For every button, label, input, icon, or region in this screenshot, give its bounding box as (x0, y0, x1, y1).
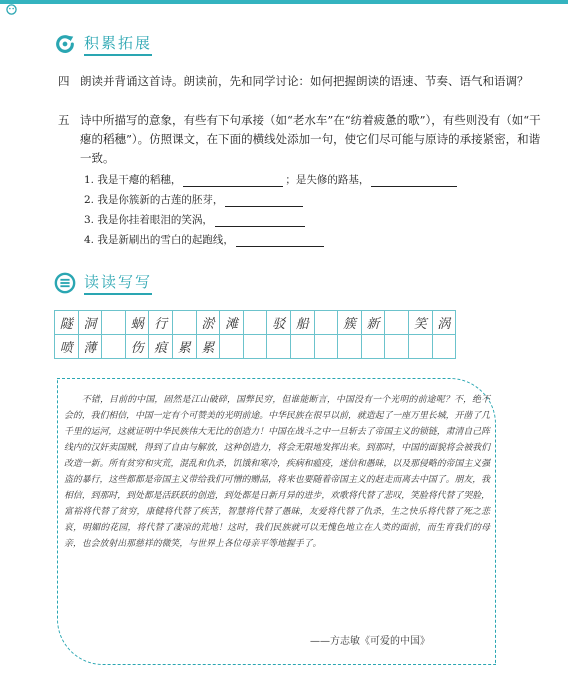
grid-cell (102, 335, 126, 359)
answer-blank[interactable] (225, 194, 303, 207)
grid-cell: 累 (172, 335, 196, 359)
top-rule (0, 0, 568, 4)
grid-cell (243, 311, 267, 335)
answer-blank[interactable] (371, 174, 457, 187)
smiley-icon (6, 4, 17, 15)
grid-cell: 行 (149, 311, 173, 335)
grid-cell: 簇 (338, 311, 362, 335)
fill-prompt: 1. 我是干瘪的稻穗， (84, 174, 182, 186)
section-title: 读读写写 (84, 271, 152, 295)
list-lines-icon (54, 272, 76, 294)
grid-cell (314, 335, 338, 359)
grid-cell: 伤 (125, 335, 149, 359)
grid-cell (432, 335, 456, 359)
grid-cell: 薄 (78, 335, 102, 359)
grid-cell (408, 335, 432, 359)
question-text: 诗中所描写的意象，有些有下句承接（如“老水车”在“纺着疲惫的歌”），有些则没有（如“干瘪的稻穗”）。仿照课文，在下面的横线处添加一句，使它们尽可能与原诗的承接紧密，和谐一致。 (80, 113, 541, 165)
question-text: 朗读并背诵这首诗。朗读前，先和同学讨论：如何把握朗读的语速、节奏、语气和语调？ (80, 74, 529, 88)
fill-prompt: ；是失修的路基， (285, 174, 370, 186)
answer-blank[interactable] (183, 174, 283, 187)
section-header-read-write (54, 271, 152, 295)
grid-cell (267, 335, 291, 359)
grid-row (55, 311, 456, 335)
passage-text: 不错，目前的中国，固然是江山破碎，国弊民穷，但谁能断言，中国没有一个光明的前途呢？不，绝不会的，我们相信，中国一定有个可赞美的光明前途。中华民族在很早以前，就造起了一座万里长城，开凿了几千里的运河，这就证明中华民族伟大无比的创造力！中国在战斗之中一旦斩去了帝国主义的锁链，肃清自己阵线内的汉奸卖国贼，得到了自由与解放，这种创造力，将会无限地发挥出来。到那时，中国的面貌将会被我们改造一新。所有贫穷和灾荒，混乱和仇杀，饥饿和寒冷，疾病和瘟疫，迷信和愚昧，以及那侵略的帝国主义强盗的暴行，这些都都是帝国主义带给我们可憎的赠品，将来也要随着帝国主义的赶走而离去中国了。朋友，我相信，到那时，到处都是活跃跃的创造，到处都是日新月异的进步，欢歌将代替了悲叹，笑脸将代替了哭脸，富裕将代替了贫穷，康健将代替了疾苦，智慧将代替了愚昧，友爱将代替了仇杀，生之快乐将代替了死之悲哀，明媚的花园，将代替了凄凉的荒地！这时，我们民族就可以无愧色地立在人类的面前，而生育我们的母亲，也会放射出那慈祥的微笑，与世界上各位母亲平等地握手了。 (64, 395, 490, 549)
grid-cell: 累 (196, 335, 220, 359)
fill-item-3 (84, 212, 307, 227)
grid-cell (385, 311, 409, 335)
grid-cell (220, 335, 244, 359)
grid-cell (290, 335, 314, 359)
fill-item-4 (84, 232, 326, 247)
grid-cell: 淤 (196, 311, 220, 335)
section-header-accumulate (54, 32, 152, 56)
fill-item-1 (84, 172, 459, 187)
fill-prompt: 4. 我是新刷出的雪白的起跑线， (84, 234, 234, 246)
fill-prompt: 2. 我是你簇新的古莲的胚芽， (84, 194, 224, 206)
grid-cell: 船 (290, 311, 314, 335)
fill-prompt: 3. 我是你挂着眼泪的笑涡， (84, 214, 213, 226)
grid-cell: 洞 (78, 311, 102, 335)
question-number: 四 (58, 74, 70, 88)
grid-cell: 隧 (55, 311, 79, 335)
vocabulary-grid (54, 310, 456, 359)
grid-cell (314, 311, 338, 335)
grid-cell: 驳 (267, 311, 291, 335)
grid-cell: 笑 (408, 311, 432, 335)
grid-cell (172, 311, 196, 335)
grid-row (55, 335, 456, 359)
grid-cell: 痕 (149, 335, 173, 359)
grid-cell: 喷 (55, 335, 79, 359)
grid-cell (361, 335, 385, 359)
grid-cell: 蜗 (125, 311, 149, 335)
grid-cell (385, 335, 409, 359)
question-number: 五 (58, 113, 70, 127)
grid-cell (102, 311, 126, 335)
grid-cell: 新 (361, 311, 385, 335)
refresh-arrow-icon (54, 33, 76, 55)
answer-blank[interactable] (215, 214, 305, 227)
grid-cell (243, 335, 267, 359)
fill-item-2 (84, 192, 305, 207)
grid-cell (338, 335, 362, 359)
answer-blank[interactable] (236, 234, 324, 247)
grid-cell: 滩 (220, 311, 244, 335)
passage-attribution: ——方志敏《可爱的中国》 (310, 636, 430, 647)
grid-cell: 涡 (432, 311, 456, 335)
section-title: 积累拓展 (84, 32, 152, 56)
